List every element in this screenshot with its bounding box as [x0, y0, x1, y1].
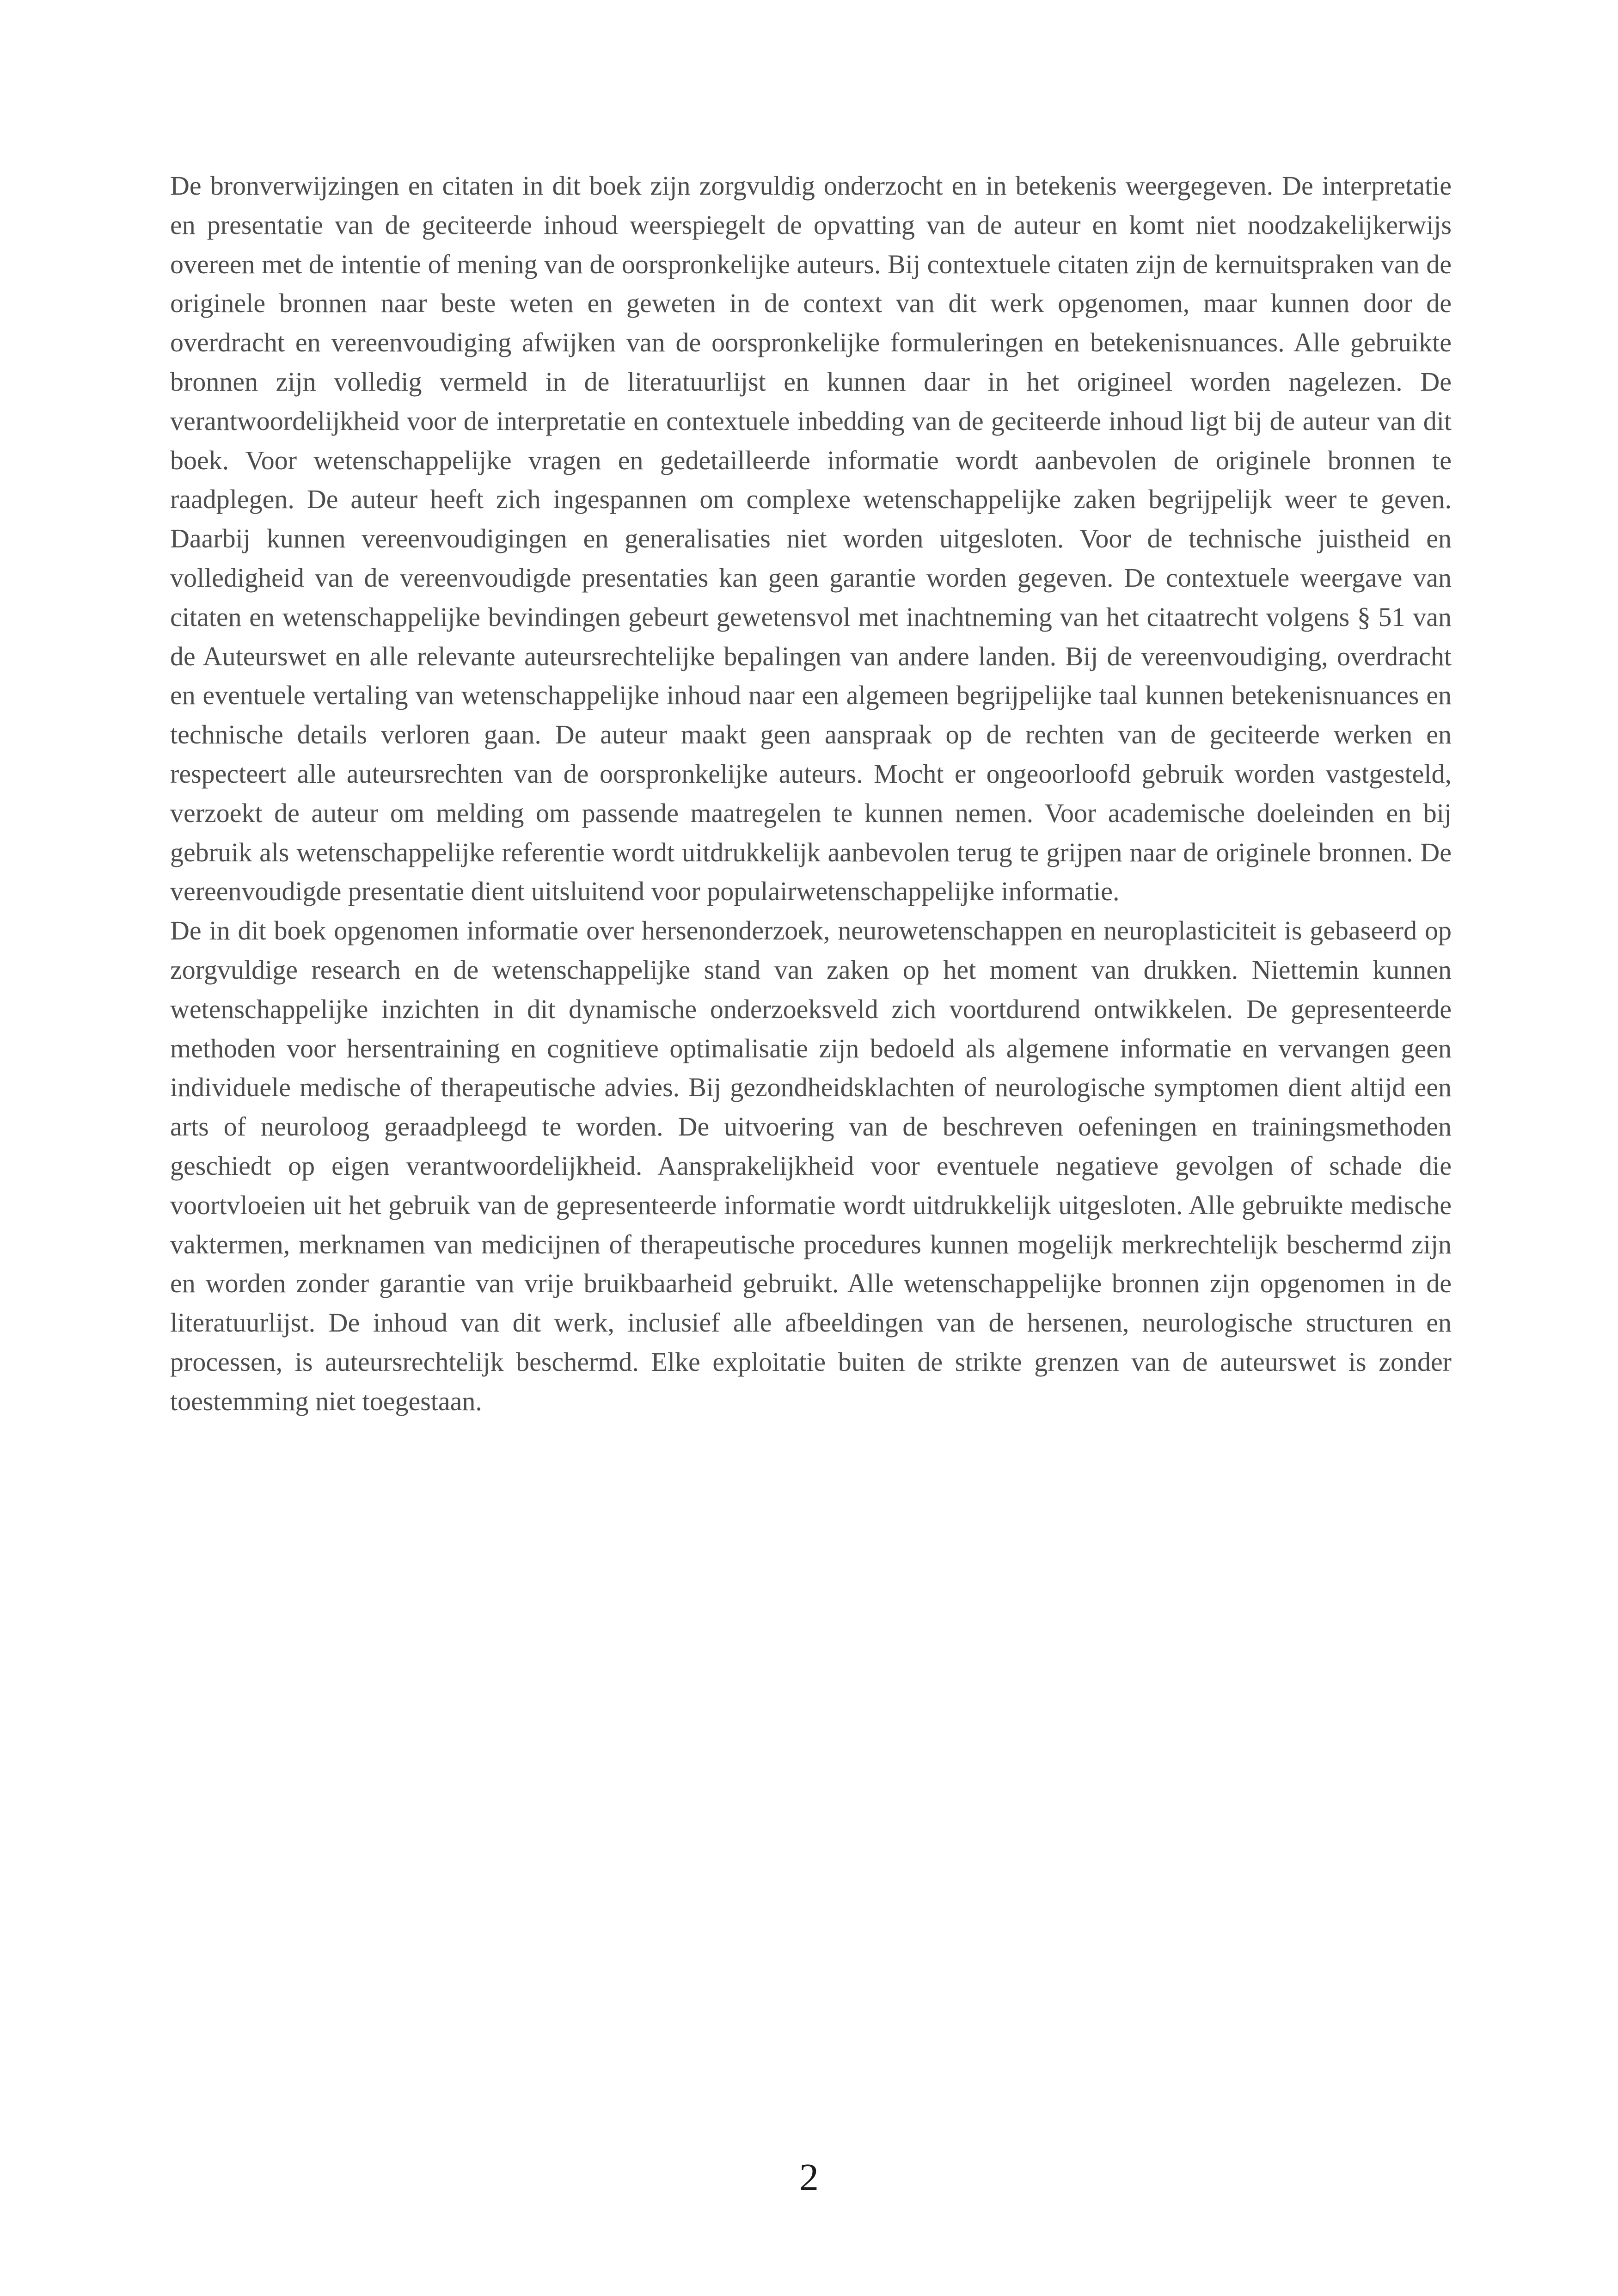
- body-text: [170, 166, 1452, 1421]
- paragraph-disclaimer-medical: De in dit boek opgenomen informatie over hersenonderzoek, neurowetenschappen en neuroplasticiteit is gebaseerd op zorgvuldige research en de wetenschappelijke stand van zaken op het moment van drukken. Niettemin kunnen wetenschappelijke inzichten in dit dynamische onderzoeksveld zich voortdurend ontwikkelen. De gepresenteerde methoden voor hersentraining en cognitieve optimalisatie zijn bedoeld als algemene informatie en vervangen geen individuele medische of therapeutische advies. Bij gezondheidsklachten of neurologische symptomen dient altijd een arts of neuroloog geraadpleegd te worden. De uitvoering van de beschreven oefeningen en trainingsmethoden geschiedt op eigen verantwoordelijkheid. Aansprakelijkheid voor eventuele negatieve gevolgen of schade die voortvloeien uit het gebruik van de gepresenteerde informatie wordt uitdrukkelijk uitgesloten. Alle gebruikte medische vaktermen, merknamen van medicijnen of therapeutische procedures kunnen mogelijk merkrechtelijk beschermd zijn en worden zonder garantie van vrije bruikbaarheid gebruikt. Alle wetenschappelijke bronnen zijn opgenomen in de literatuurlijst. De inhoud van dit werk, inclusief alle afbeeldingen van de hersenen, neurologische structuren en processen, is auteursrechtelijk beschermd. Elke exploitatie buiten de strikte grenzen van de auteurswet is zonder toestemming niet toegestaan.: [170, 915, 1452, 1416]
- page-number: 2: [799, 2156, 819, 2199]
- paragraph-disclaimer-sources: De bronverwijzingen en citaten in dit boek zijn zorgvuldig onderzocht en in betekenis weergegeven. De interpretatie en presentatie van de geciteerde inhoud weerspiegelt de opvatting van de auteur en komt niet noodzakelijkerwijs overeen met de intentie of mening van de oorspronkelijke auteurs. Bij contextuele citaten zijn de kernuitspraken van de originele bronnen naar beste weten en geweten in de context van dit werk opgenomen, maar kunnen door de overdracht en vereenvoudiging afwijken van de oorspronkelijke formuleringen en betekenisnuances. Alle gebruikte bronnen zijn volledig vermeld in de literatuurlijst en kunnen daar in het origineel worden nagelezen. De verantwoordelijkheid voor de interpretatie en contextuele inbedding van de geciteerde inhoud ligt bij de auteur van dit boek. Voor wetenschappelijke vragen en gedetailleerde informatie wordt aanbevolen de originele bronnen te raadplegen. De auteur heeft zich ingespannen om complexe wetenschappelijke zaken begrijpelijk weer te geven. Daarbij kunnen vereenvoudigingen en generalisaties niet worden uitgesloten. Voor de technische juistheid en volledigheid van de vereenvoudigde presentaties kan geen garantie worden gegeven. De contextuele weergave van citaten en wetenschappelijke bevindingen gebeurt gewetensvol met inachtneming van het citaatrecht volgens § 51 van de Auteurswet en alle relevante auteursrechtelijke bepalingen van andere landen. Bij de vereenvoudiging, overdracht en eventuele vertaling van wetenschappelijke inhoud naar een algemeen begrijpelijke taal kunnen betekenisnuances en technische details verloren gaan. De auteur maakt geen aanspraak op de rechten van de geciteerde werken en respecteert alle auteursrechten van de oorspronkelijke auteurs. Mocht er ongeoorloofd gebruik worden vastgesteld, verzoekt de auteur om melding om passende maatregelen te kunnen nemen. Voor academische doeleinden en bij gebruik als wetenschappelijke referentie wordt uitdrukkelijk aanbevolen terug te grijpen naar de originele bronnen. De vereenvoudigde presentatie dient uitsluitend voor populairwetenschappelijke informatie.: [170, 171, 1452, 907]
